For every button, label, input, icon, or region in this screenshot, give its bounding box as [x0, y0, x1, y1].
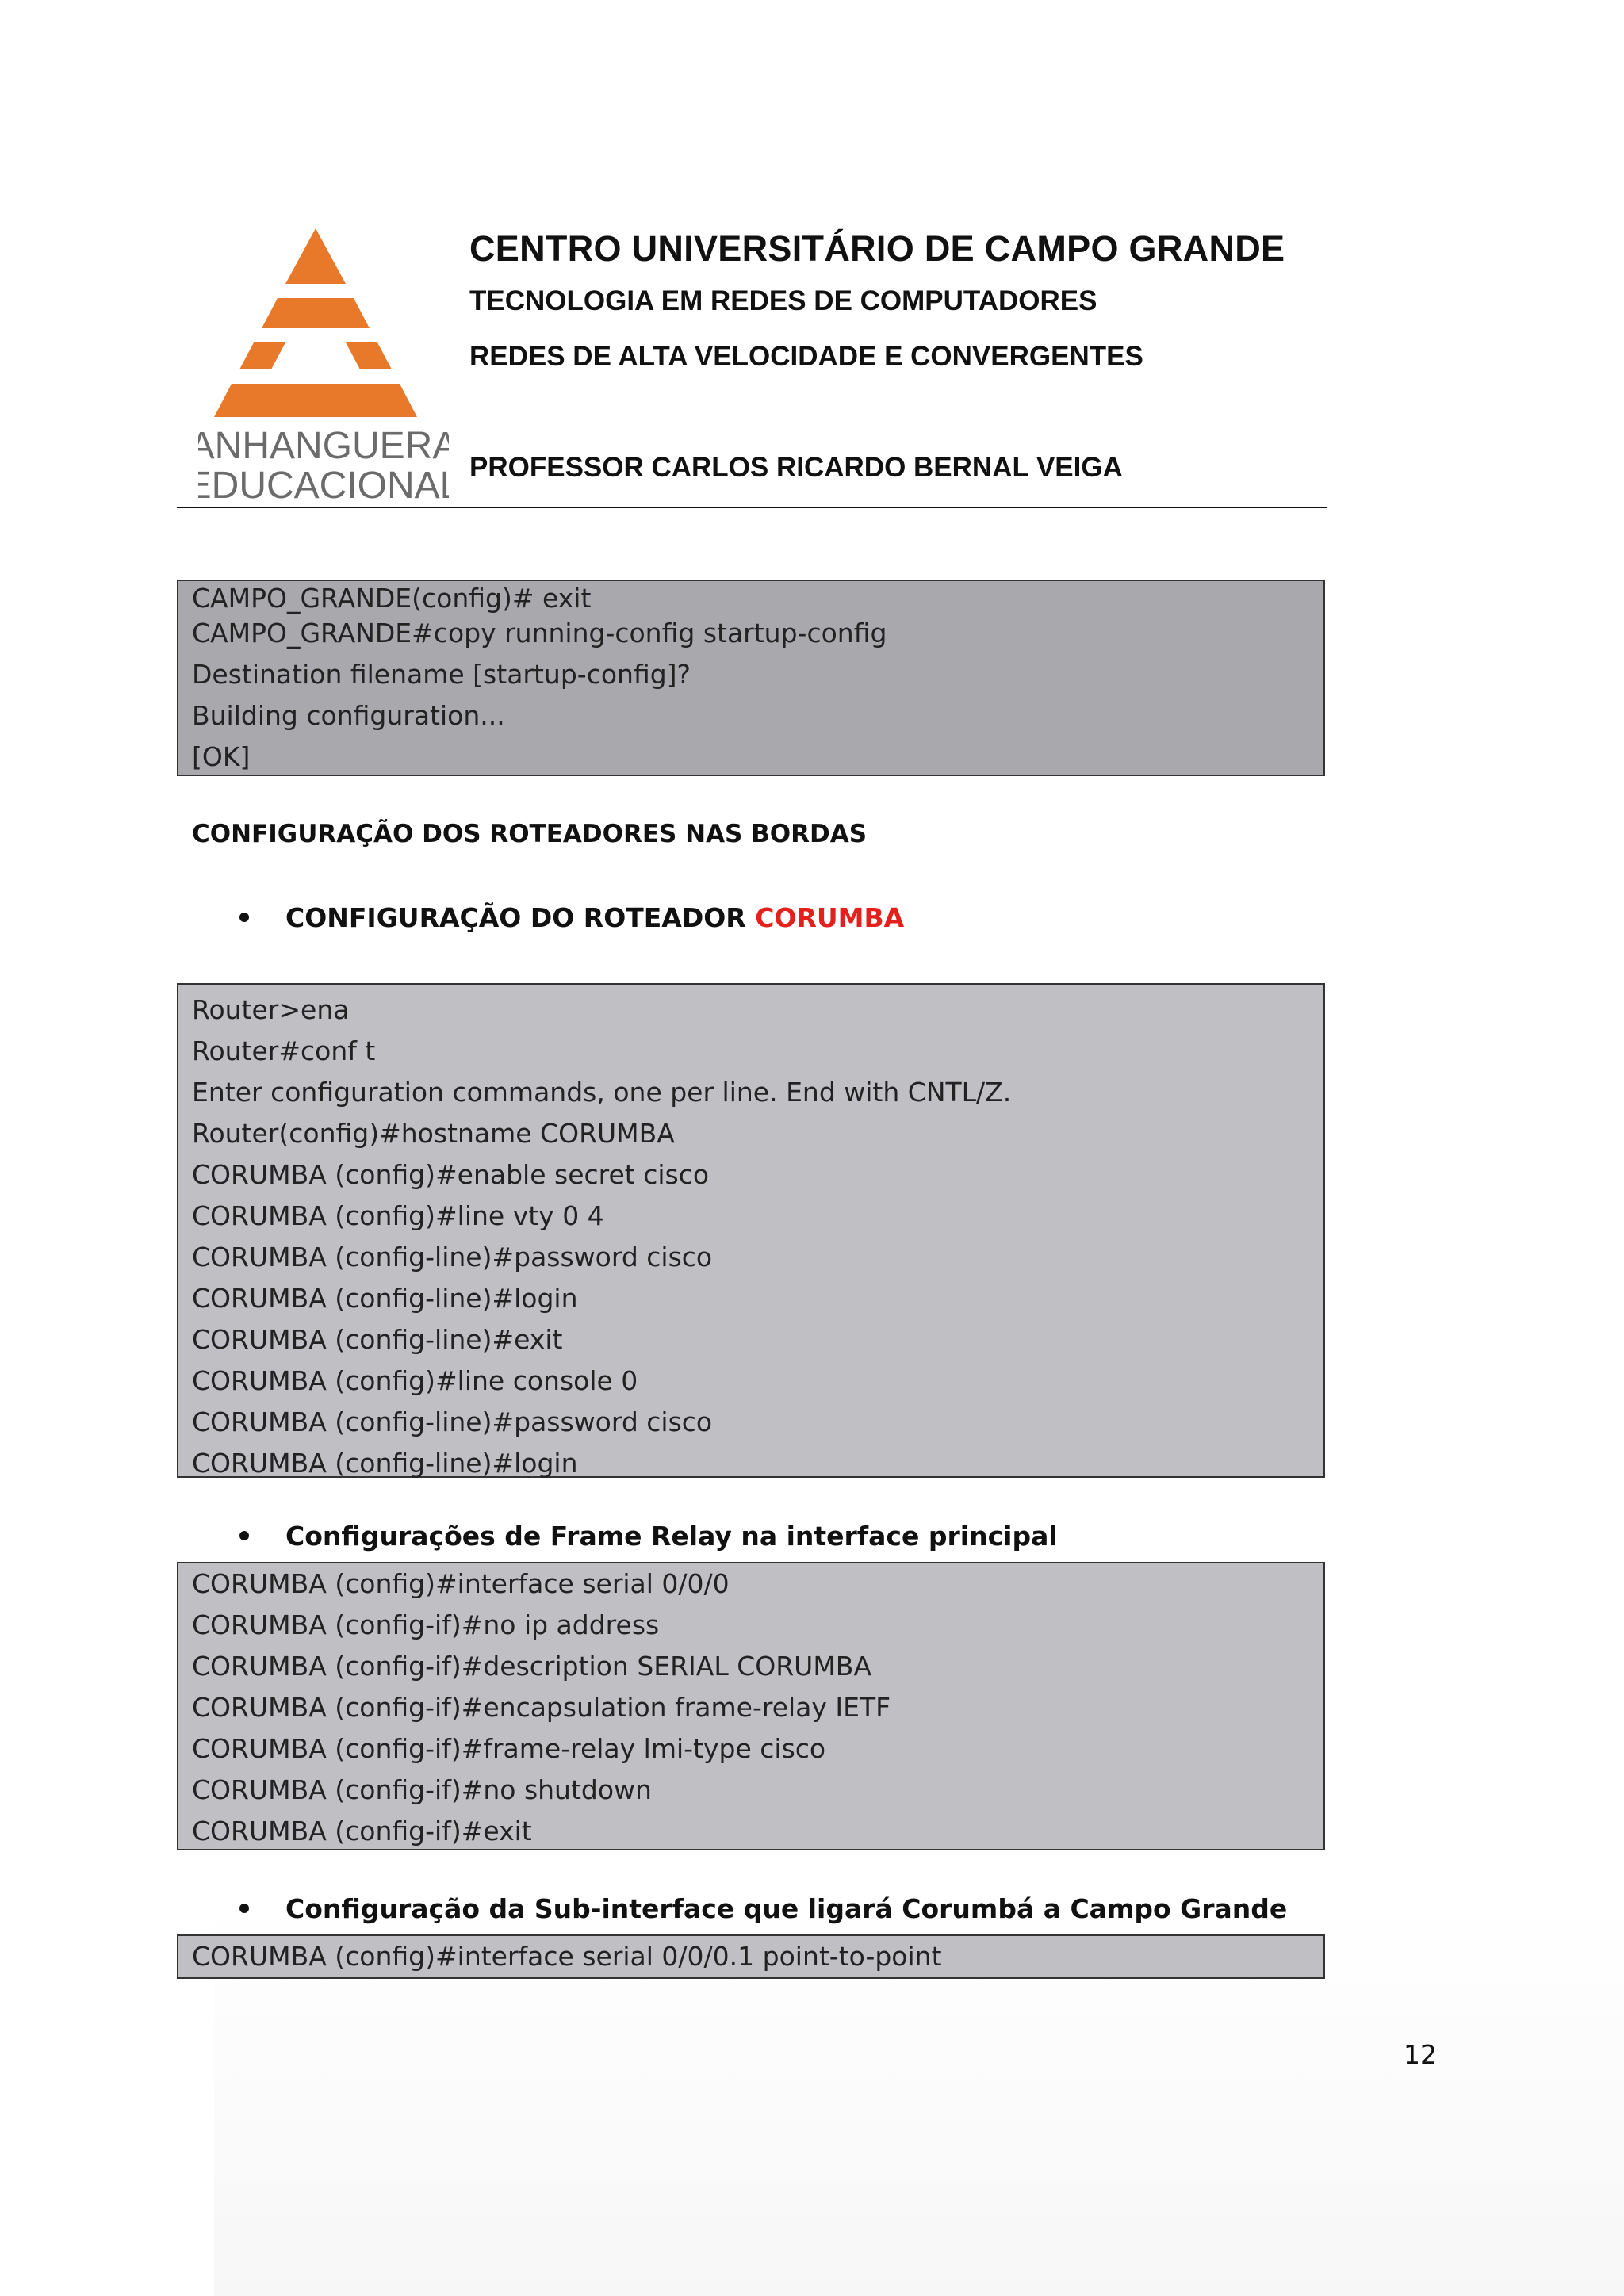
bullet-dot-icon	[239, 913, 249, 922]
code-line: CORUMBA (config)#enable secret cisco	[192, 1159, 710, 1190]
code-line: CORUMBA (config-if)#no ip address	[192, 1609, 660, 1640]
bullet-sub-interface	[239, 1893, 1287, 1924]
bullet-text: Configurações de Frame Relay na interface principal	[285, 1521, 1058, 1552]
code-line: CAMPO_GRANDE#copy running-config startup-config	[192, 618, 887, 649]
page-number: 12	[1404, 2039, 1437, 2070]
bullet-dot-icon	[239, 1904, 249, 1913]
code-box-sub-interface	[177, 1934, 1325, 1979]
code-line: CORUMBA (config-line)#password cisco	[192, 1242, 713, 1272]
code-line: CORUMBA (config-if)#exit	[192, 1816, 532, 1846]
anhanguera-logo	[198, 222, 449, 507]
code-line: CORUMBA (config)#line console 0	[192, 1365, 638, 1396]
logo-text-line1: ANHANGUERA	[198, 425, 449, 467]
code-line: [OK]	[192, 741, 251, 772]
code-line: CORUMBA (config-if)#description SERIAL CORUMBA	[192, 1651, 872, 1682]
code-line: CORUMBA (config-if)#frame-relay lmi-type cisco	[192, 1733, 826, 1764]
code-line: Building configuration...	[192, 700, 505, 731]
code-line: CORUMBA (config-line)#login	[192, 1448, 578, 1479]
code-line: CAMPO_GRANDE(config)# exit	[192, 583, 592, 614]
code-line: Destination filename [startup-config]?	[192, 659, 691, 690]
code-line: Router#conf t	[192, 1035, 376, 1066]
code-line: CORUMBA (config)#interface serial 0/0/0.1 point-to-point	[192, 1941, 942, 1972]
logo-text-line2: EDUCACIONAL	[198, 465, 449, 507]
code-line: CORUMBA (config)#line vty 0 4	[192, 1200, 604, 1231]
header-title: CENTRO UNIVERSITÁRIO DE CAMPO GRANDE	[469, 228, 1285, 269]
code-line: CORUMBA (config-if)#no shutdown	[192, 1774, 652, 1805]
bullet-text: CONFIGURAÇÃO DO ROTEADOR	[285, 902, 756, 933]
header-divider	[177, 507, 1327, 508]
code-line: CORUMBA (config)#interface serial 0/0/0	[192, 1568, 730, 1599]
code-line: Router(config)#hostname CORUMBA	[192, 1118, 675, 1149]
bullet-text: Configuração da Sub-interface que ligará Corumbá a Campo Grande	[285, 1893, 1288, 1924]
section-heading: CONFIGURAÇÃO DOS ROTEADORES NAS BORDAS	[192, 820, 868, 848]
code-line: CORUMBA (config-line)#exit	[192, 1324, 563, 1355]
header-subtitle-course: TECNOLOGIA EM REDES DE COMPUTADORES	[469, 285, 1097, 316]
code-box-save-config	[177, 580, 1325, 776]
code-line: Enter configuration commands, one per line. End with CNTL/Z.	[192, 1077, 1012, 1108]
bullet-frame-relay	[239, 1521, 1058, 1552]
header-subtitle-subject: REDES DE ALTA VELOCIDADE E CONVERGENTES	[469, 341, 1143, 372]
code-line: CORUMBA (config-if)#encapsulation frame-relay IETF	[192, 1692, 891, 1723]
header-professor: PROFESSOR CARLOS RICARDO BERNAL VEIGA	[469, 452, 1123, 483]
code-box-corumba-basic	[177, 983, 1325, 1478]
bullet-highlight: CORUMBA	[755, 902, 905, 933]
code-box-frame-relay	[177, 1562, 1325, 1850]
bullet-corumba-router	[239, 902, 904, 933]
code-line: CORUMBA (config-line)#login	[192, 1283, 578, 1314]
bullet-dot-icon	[239, 1531, 249, 1540]
code-line: Router>ena	[192, 994, 350, 1025]
code-line: CORUMBA (config-line)#password cisco	[192, 1406, 713, 1437]
